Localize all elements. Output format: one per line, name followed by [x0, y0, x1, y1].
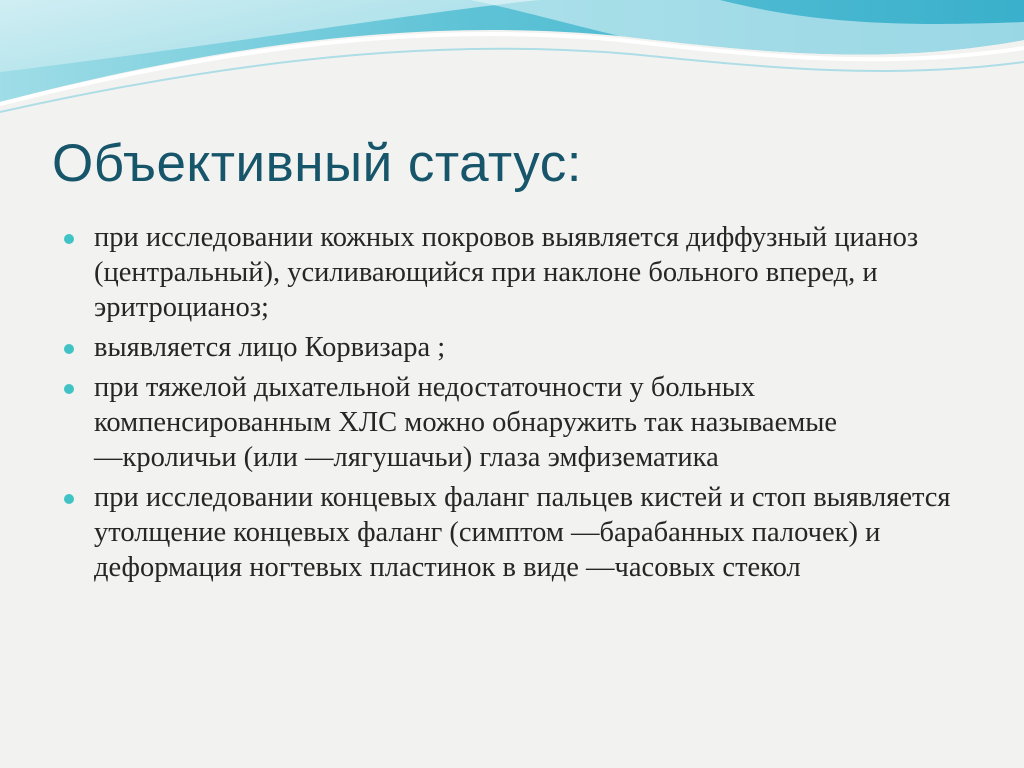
list-item	[62, 370, 982, 475]
slide-title: Объективный статус:	[52, 134, 582, 193]
wave-header-decoration	[0, 0, 1024, 130]
bullet-text: при исследовании кожных покровов выявляется диффузный цианоз (центральный), усиливающийся при наклоне больного вперед, и эритроцианоз;	[94, 222, 919, 323]
bullet-dot-icon	[64, 384, 74, 394]
bullet-text: при исследовании концевых фаланг пальцев кистей и стоп выявляется утолщение концевых фаланг (симптом ―барабанных палочек) и деформация ногтевых пластинок в виде ―часовых стекол	[94, 482, 951, 583]
list-item	[62, 480, 982, 585]
list-item	[62, 330, 982, 365]
bullet-text: выявляется лицо Корвизара ;	[94, 332, 446, 363]
bullet-text: при тяжелой дыхательной недостаточности у больных компенсированным ХЛС можно обнаружить так называемые ―кроличьи (или ―лягушачьи) глаза эмфизематика	[94, 372, 838, 473]
list-item	[62, 220, 982, 325]
bullet-list	[62, 220, 982, 590]
bullet-dot-icon	[64, 494, 74, 504]
bullet-dot-icon	[64, 344, 74, 354]
bullet-dot-icon	[64, 234, 74, 244]
